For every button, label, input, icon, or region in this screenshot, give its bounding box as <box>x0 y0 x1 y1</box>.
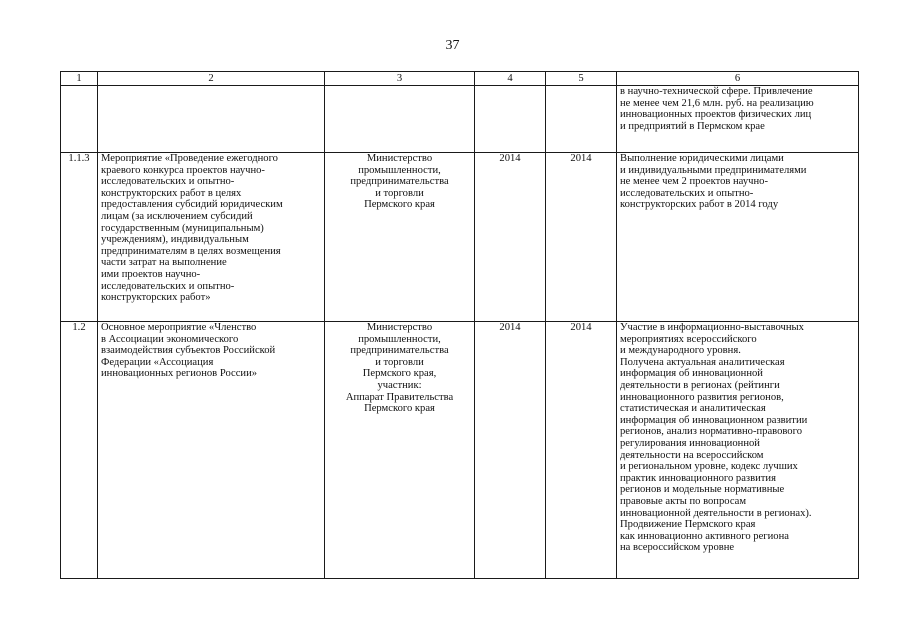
activity-cell <box>98 322 325 579</box>
activity-line: предоставления субсидий юридическим <box>101 199 283 211</box>
activity-line: учреждениям), индивидуальным <box>101 234 249 246</box>
row-number-cell <box>61 86 98 153</box>
result-line: мероприятиях всероссийского <box>620 333 757 345</box>
result-cell <box>617 153 859 322</box>
activity-line: конструкторских работ в целях <box>101 187 242 199</box>
result-line: исследовательских и опытно- <box>620 187 754 199</box>
activity-line: лицам (за исключением субсидий <box>101 210 253 222</box>
column-header: 4 <box>475 72 546 86</box>
result-line: деятельности в регионах (рейтинги <box>620 379 780 391</box>
end-year-cell <box>546 86 617 153</box>
executor-line: предпринимательства <box>350 345 449 357</box>
activity-line: предпринимателям в целях возмещения <box>101 245 281 257</box>
column-header: 6 <box>617 72 859 86</box>
executor-line: и торговли <box>375 356 424 368</box>
program-activities-table <box>60 71 859 579</box>
activity-line: Основное мероприятие «Членство <box>101 322 257 333</box>
executor-cell <box>325 86 475 153</box>
page-number: 37 <box>445 38 460 53</box>
table-header-row <box>61 72 859 86</box>
activity-line: в Ассоциации экономического <box>101 333 239 345</box>
activity-line: краевого конкурса проектов научно- <box>101 164 265 176</box>
result-line: практик инновационного развития <box>620 472 776 484</box>
executor-line: Министерство <box>366 153 433 164</box>
executor-line: предпринимательства <box>350 176 449 188</box>
result-line: инновационного развития регионов, <box>620 391 784 403</box>
result-line: Выполнение юридическими лицами <box>620 153 784 164</box>
result-line: как инновационно активного региона <box>620 530 789 542</box>
result-line: инновационных проектов физических лиц <box>620 109 812 121</box>
result-line: правовые акты по вопросам <box>620 495 747 507</box>
end-year-cell: 2014 <box>546 322 617 579</box>
activity-line: конструкторских работ» <box>101 292 211 304</box>
column-header: 5 <box>546 72 617 86</box>
activity-line: государственным (муниципальным) <box>101 222 264 234</box>
result-line: на всероссийском уровне <box>620 542 735 554</box>
activity-line: ими проектов научно- <box>101 268 201 280</box>
result-line: и региональном уровне, кодекс лучших <box>620 461 798 473</box>
executor-line: и торговли <box>375 187 424 199</box>
column-header: 1 <box>61 72 98 86</box>
activity-line: исследовательских и опытно- <box>101 176 235 188</box>
result-line: регулирования инновационной <box>620 437 760 449</box>
executor-line: участник: <box>377 379 422 391</box>
activity-line: взаимодействия субъектов Российской <box>101 345 276 357</box>
result-line: инновационной деятельности в регионах). <box>620 507 812 519</box>
result-line: информация об инновационном развитии <box>620 414 808 426</box>
table-row <box>61 153 859 322</box>
executor-line: промышленности, <box>358 164 441 176</box>
table-row <box>61 322 859 579</box>
executor-line: Пермского края <box>364 199 435 211</box>
result-line: Получена актуальная аналитическая <box>620 356 785 368</box>
activity-line: инновационных регионов России» <box>101 368 258 380</box>
activity-line: исследовательских и опытно- <box>101 280 235 292</box>
result-line: и предприятий в Пермском крае <box>620 120 765 132</box>
column-header: 2 <box>98 72 325 86</box>
table-row-continuation <box>61 86 859 153</box>
result-line: и международного уровня. <box>620 345 741 357</box>
result-line: не менее чем 2 проектов научно- <box>620 176 768 188</box>
executor-line: Министерство <box>366 322 433 333</box>
result-cell <box>617 86 859 153</box>
result-line: Продвижение Пермского края <box>620 519 756 531</box>
row-number-cell: 1.1.3 <box>61 153 98 322</box>
activity-line: части затрат на выполнение <box>101 257 227 269</box>
result-line: статистическая и аналитическая <box>620 403 766 415</box>
executor-line: Аппарат Правительства <box>345 391 454 403</box>
start-year-cell <box>475 86 546 153</box>
result-line: и индивидуальными предпринимателями <box>620 164 807 176</box>
result-line: в научно-технической сфере. Привлечение <box>620 86 813 97</box>
result-line: не менее чем 21,6 млн. руб. на реализацию <box>620 97 814 109</box>
executor-line: Пермского края, <box>362 368 437 380</box>
start-year-cell: 2014 <box>475 153 546 322</box>
activity-cell <box>98 153 325 322</box>
activity-cell <box>98 86 325 153</box>
activity-line: Мероприятие «Проведение ежегодного <box>101 153 278 164</box>
result-line: Участие в информационно-выставочных <box>620 322 804 333</box>
result-cell <box>617 322 859 579</box>
result-line: деятельности на всероссийском <box>620 449 764 461</box>
executor-line: промышленности, <box>358 333 441 345</box>
row-number-cell: 1.2 <box>61 322 98 579</box>
result-line: конструкторских работ в 2014 году <box>620 199 779 211</box>
executor-cell <box>325 322 475 579</box>
activity-line: Федерации «Ассоциация <box>101 356 214 368</box>
column-header: 3 <box>325 72 475 86</box>
start-year-cell: 2014 <box>475 322 546 579</box>
result-line: регионов и модельные нормативные <box>620 484 785 496</box>
executor-cell <box>325 153 475 322</box>
result-line: регионов, анализ нормативно-правового <box>620 426 802 438</box>
result-line: информация об инновационной <box>620 368 763 380</box>
end-year-cell: 2014 <box>546 153 617 322</box>
executor-line: Пермского края <box>364 403 435 415</box>
